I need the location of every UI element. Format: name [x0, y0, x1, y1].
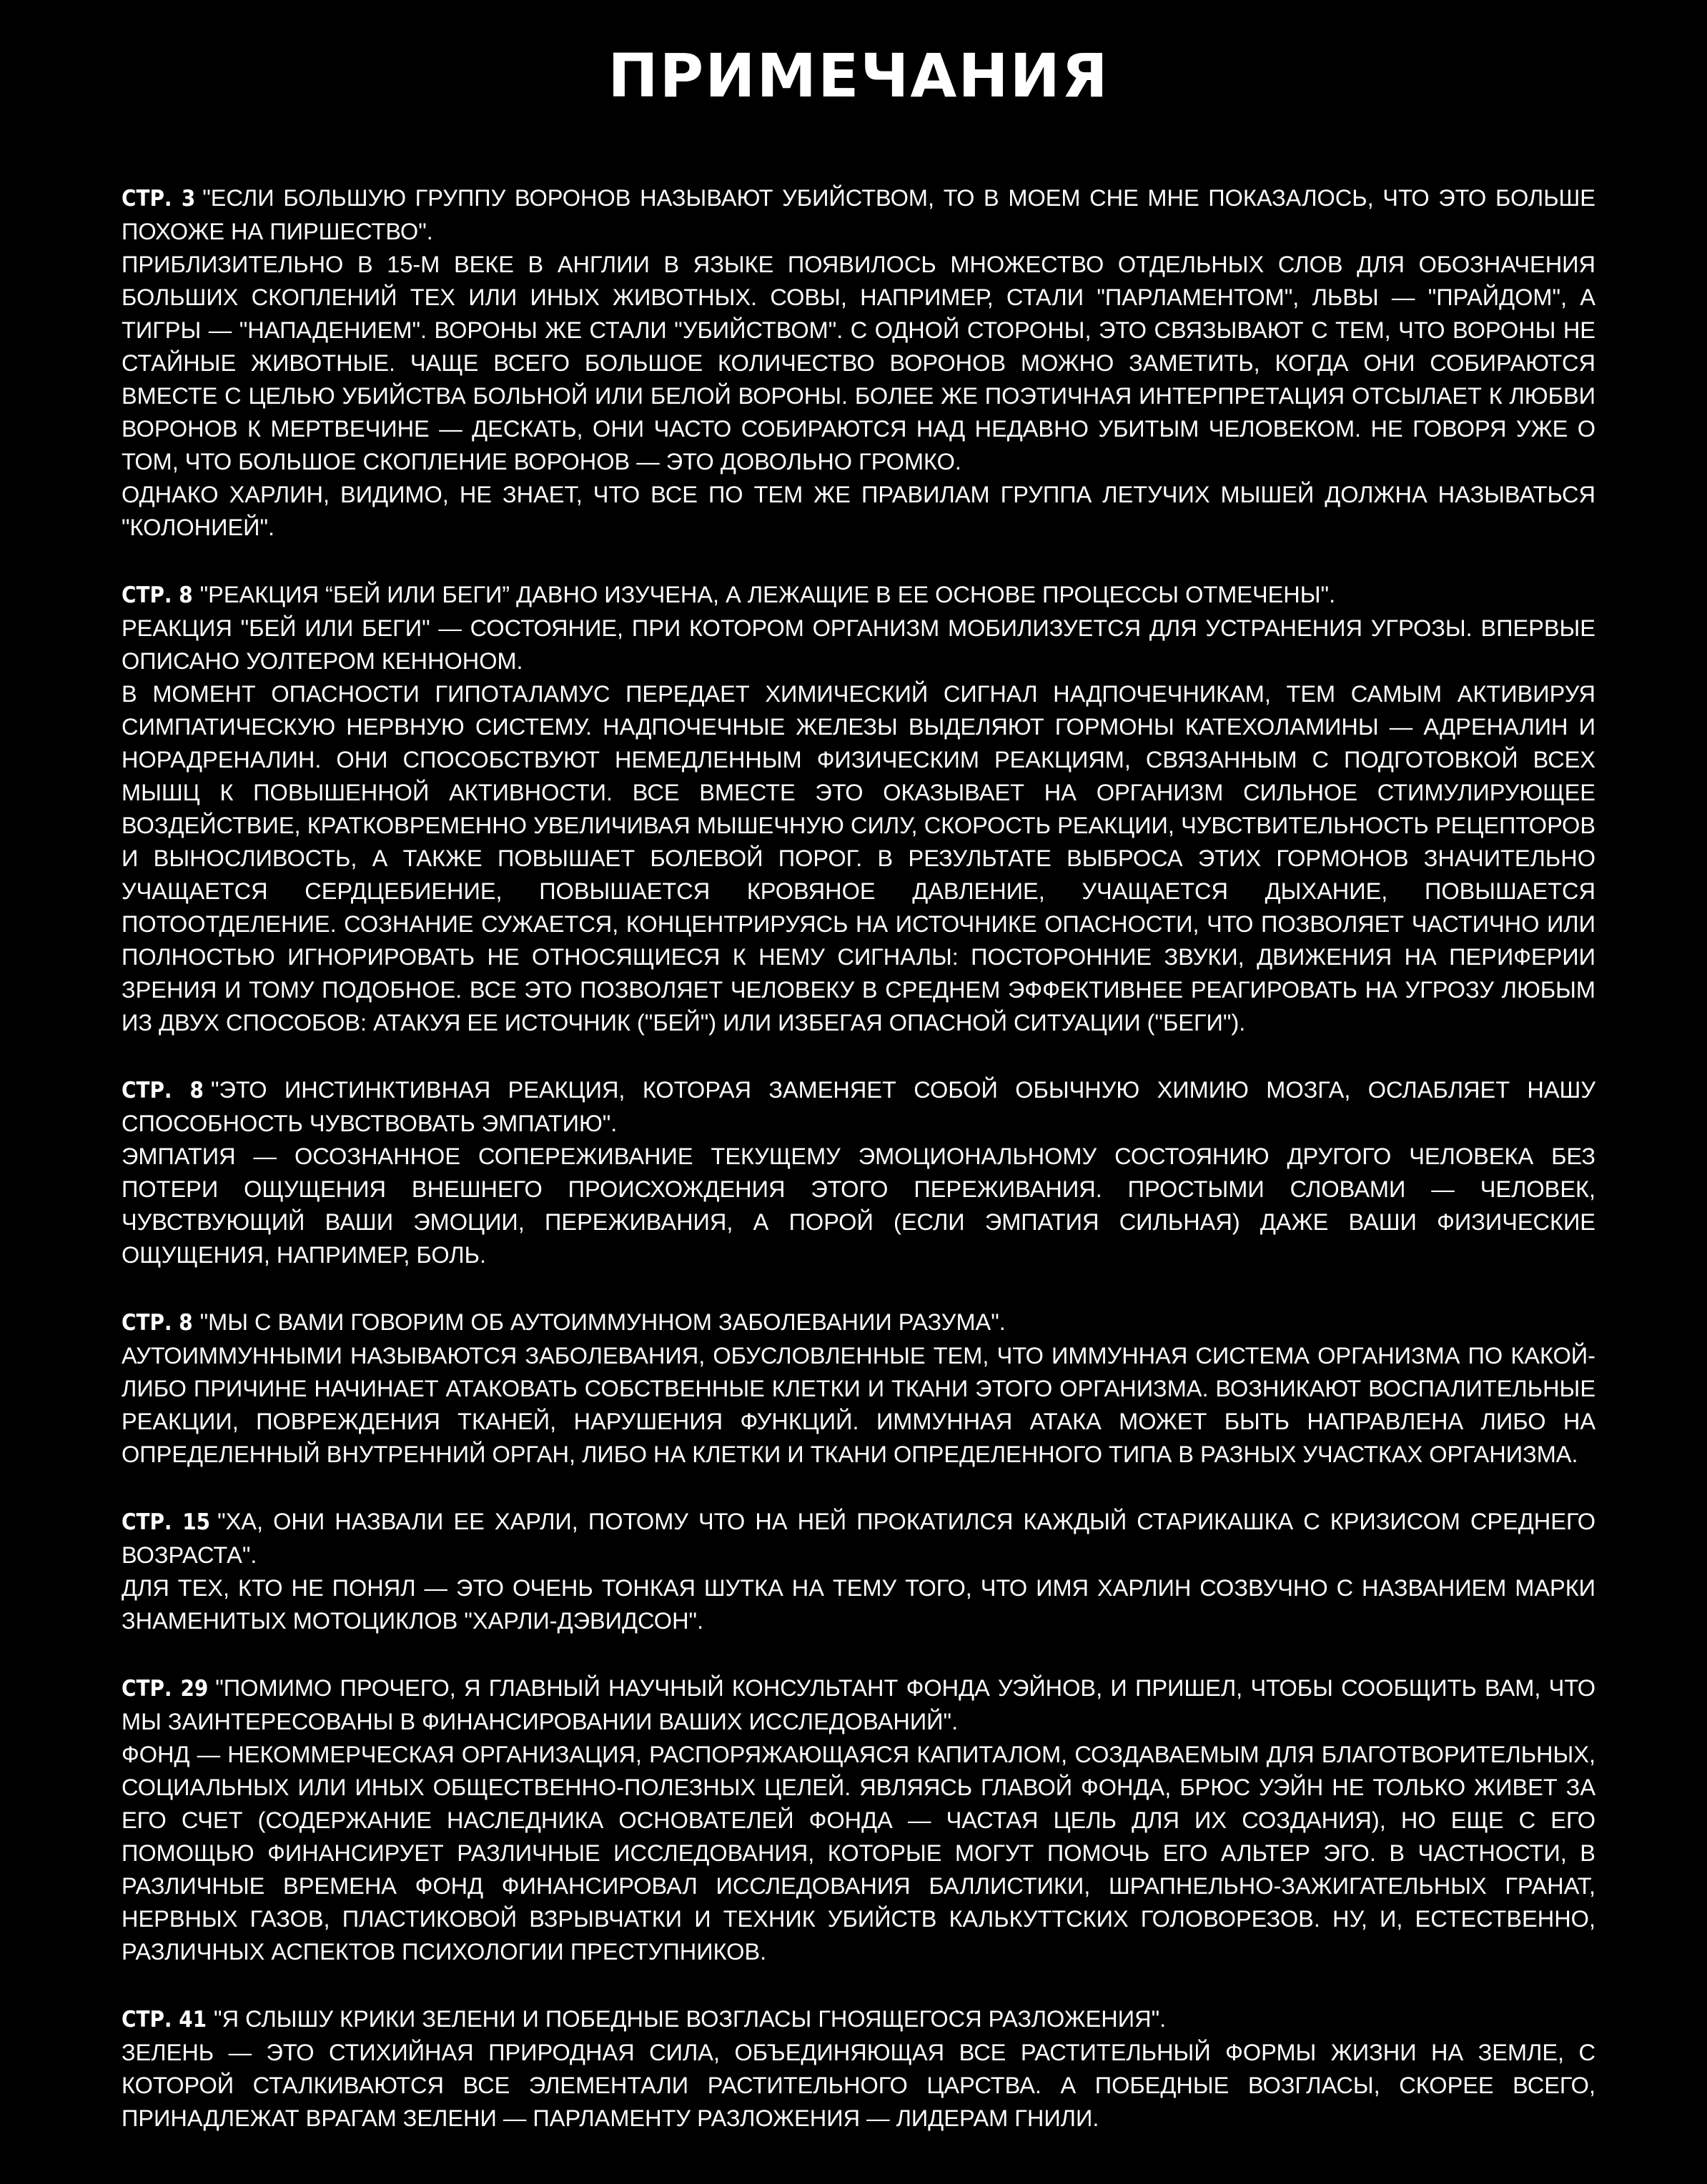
page-title: ПРИМЕЧАНИЯ: [608, 41, 1109, 111]
note-page-3: [122, 182, 1595, 544]
page-reference: СТР. 8: [122, 582, 193, 608]
note-paragraph: ФОНД — НЕКОММЕРЧЕСКАЯ ОРГАНИЗАЦИЯ, РАСПОРЯЖАЮЩАЯСЯ КАПИТАЛОМ, СОЗДАВАЕМЫМ ДЛЯ БЛАГОТВОРИТЕЛЬНЫХ, СОЦИАЛЬНЫХ ИЛИ ИНЫХ ОБЩЕСТВЕННО-ПОЛЕЗНЫХ ЦЕЛЕЙ. ЯВЛЯЯСЬ ГЛАВОЙ ФОНДА, БРЮС УЭЙН НЕ ТОЛЬКО ЖИВЕТ ЗА ЕГО СЧЕТ (СОДЕРЖАНИЕ НАСЛЕДНИКА ОСНОВАТЕЛЕЙ ФОНДА — ЧАСТАЯ ЦЕЛЬ ДЛЯ ИХ СОЗДАНИЯ), НО ЕЩЕ С ЕГО ПОМОЩЬЮ ФИНАНСИРУЕТ РАЗЛИЧНЫЕ ИССЛЕДОВАНИЯ, КОТОРЫЕ МОГУТ ПОМОЧЬ ЕГО АЛЬТЕР ЭГО. В ЧАСТНОСТИ, В РАЗЛИЧНЫЕ ВРЕМЕНА ФОНД ФИНАНСИРОВАЛ ИССЛЕДОВАНИЯ БАЛЛИСТИКИ, ШРАПНЕЛЬНО-ЗАЖИГАТЕЛЬНЫХ ГРАНАТ, НЕРВНЫХ ГАЗОВ, ПЛАСТИКОВОЙ ВЗРЫВЧАТКИ И ТЕХНИК УБИЙСТВ КАЛЬКУТТСКИХ ГОЛОВОРЕЗОВ. НУ, И, ЕСТЕСТВЕННО, РАЗЛИЧНЫХ АСПЕКТОВ ПСИХОЛОГИИ ПРЕСТУПНИКОВ.: [122, 1742, 1595, 1965]
note-quote: [122, 1505, 1595, 1572]
note-quote: [122, 1073, 1595, 1140]
note-quote: [122, 182, 1595, 248]
note-paragraph: ЭМПАТИЯ — ОСОЗНАННОЕ СОПЕРЕЖИВАНИЕ ТЕКУЩЕМУ ЭМОЦИОНАЛЬНОМУ СОСТОЯНИЮ ДРУГОГО ЧЕЛОВЕКА БЕЗ ПОТЕРИ ОЩУЩЕНИЯ ВНЕШНЕГО ПРОИСХОЖДЕНИЯ ЭТОГО ПЕРЕЖИВАНИЯ. ПРОСТЫМИ СЛОВАМИ — ЧЕЛОВЕК, ЧУВСТВУЮЩИЙ ВАШИ ЭМОЦИИ, ПЕРЕЖИВАНИЯ, А ПОРОЙ (ЕСЛИ ЭМПАТИЯ СИЛЬНАЯ) ДАЖЕ ВАШИ ФИЗИЧЕСКИЕ ОЩУЩЕНИЯ, НАПРИМЕР, БОЛЬ.: [122, 1143, 1595, 1268]
note-page-8-empathy: [122, 1073, 1595, 1271]
note-quote: [122, 578, 1595, 612]
note-page-41: [122, 2002, 1595, 2135]
note-page-8-fight-or-flight: [122, 578, 1595, 1039]
quote-text: "РЕАКЦИЯ “БЕЙ ИЛИ БЕГИ” ДАВНО ИЗУЧЕНА, А ЛЕЖАЩИЕ В ЕЕ ОСНОВЕ ПРОЦЕССЫ ОТМЕЧЕНЫ".: [199, 582, 1336, 607]
quote-text: "МЫ С ВАМИ ГОВОРИМ ОБ АУТОИММУННОМ ЗАБОЛЕВАНИИ РАЗУМА".: [199, 1309, 1006, 1335]
note-page-15: [122, 1505, 1595, 1637]
quote-text: "Я СЛЫШУ КРИКИ ЗЕЛЕНИ И ПОБЕДНЫЕ ВОЗГЛАСЫ ГНОЯЩЕГОСЯ РАЗЛОЖЕНИЯ".: [214, 2006, 1167, 2032]
note-quote: [122, 1306, 1595, 1339]
quote-text: "ЭТО ИНСТИНКТИВНАЯ РЕАКЦИЯ, КОТОРАЯ ЗАМЕНЯЕТ СОБОЙ ОБЫЧНУЮ ХИМИЮ МОЗГА, ОСЛАБЛЯЕТ НАШУ СПОСОБНОСТЬ ЧУВСТВОВАТЬ ЭМПАТИЮ".: [122, 1077, 1595, 1136]
page-reference: СТР. 8: [122, 1078, 204, 1103]
page-reference: СТР. 41: [122, 2007, 207, 2032]
quote-text: "ХА, ОНИ НАЗВАЛИ ЕЕ ХАРЛИ, ПОТОМУ ЧТО НА НЕЙ ПРОКАТИЛСЯ КАЖДЫЙ СТАРИКАШКА С КРИЗИСОМ СРЕДНЕГО ВОЗРАСТА".: [122, 1509, 1595, 1568]
note-paragraph: В МОМЕНТ ОПАСНОСТИ ГИПОТАЛАМУС ПЕРЕДАЕТ ХИМИЧЕСКИЙ СИГНАЛ НАДПОЧЕЧНИКАМ, ТЕМ САМЫМ АКТИВИРУЯ СИМПАТИЧЕСКУЮ НЕРВНУЮ СИСТЕМУ. НАДПОЧЕЧНЫЕ ЖЕЛЕЗЫ ВЫДЕЛЯЮТ ГОРМОНЫ КАТЕХОЛАМИНЫ — АДРЕНАЛИН И НОРАДРЕНАЛИН. ОНИ СПОСОБСТВУЮТ НЕМЕДЛЕННЫМ ФИЗИЧЕСКИМ РЕАКЦИЯМ, СВЯЗАННЫМ С ПОДГОТОВКОЙ ВСЕХ МЫШЦ К ПОВЫШЕННОЙ АКТИВНОСТИ. ВСЕ ВМЕСТЕ ЭТО ОКАЗЫВАЕТ НА ОРГАНИЗМ СИЛЬНОЕ СТИМУЛИРУЮЩЕЕ ВОЗДЕЙСТВИЕ, КРАТКОВРЕМЕННО УВЕЛИЧИВАЯ МЫШЕЧНУЮ СИЛУ, СКОРОСТЬ РЕАКЦИИ, ЧУВСТВИТЕЛЬНОСТЬ РЕЦЕПТОРОВ И ВЫНОСЛИВОСТЬ, А ТАКЖЕ ПОВЫШАЕТ БОЛЕВОЙ ПОРОГ. В РЕЗУЛЬТАТЕ ВЫБРОСА ЭТИХ ГОРМОНОВ ЗНАЧИТЕЛЬНО УЧАЩАЕТСЯ СЕРДЦЕБИЕНИЕ, ПОВЫШАЕТСЯ КРОВЯНОЕ ДАВЛЕНИЕ, УЧАЩАЕТСЯ ДЫХАНИЕ, ПОВЫШАЕТСЯ ПОТООТДЕЛЕНИЕ. СОЗНАНИЕ СУЖАЕТСЯ, КОНЦЕНТРИРУЯСЬ НА ИСТОЧНИКЕ ОПАСНОСТИ, ЧТО ПОЗВОЛЯЕТ ЧАСТИЧНО ИЛИ ПОЛНОСТЬЮ ИГНОРИРОВАТЬ НЕ ОТНОСЯЩИЕСЯ К НЕМУ СИГНАЛЫ: ПОСТОРОННИЕ ЗВУКИ, ДВИЖЕНИЯ НА ПЕРИФЕРИИ ЗРЕНИЯ И ТОМУ ПОДОБНОЕ. ВСЕ ЭТО ПОЗВОЛЯЕТ ЧЕЛОВЕКУ В СРЕДНЕМ ЭФФЕКТИВНЕЕ РЕАГИРОВАТЬ НА УГРОЗУ ЛЮБЫМ ИЗ ДВУХ СПОСОБОВ: АТАКУЯ ЕЕ ИСТОЧНИК ("БЕЙ") ИЛИ ИЗБЕГАЯ ОПАСНОЙ СИТУАЦИИ ("БЕГИ").: [122, 681, 1595, 1036]
quote-text: "ЕСЛИ БОЛЬШУЮ ГРУППУ ВОРОНОВ НАЗЫВАЮТ УБИЙСТВОМ, ТО В МОЕМ СНЕ МНЕ ПОКАЗАЛОСЬ, ЧТО ЭТО БОЛЬШЕ ПОХОЖЕ НА ПИРШЕСТВО".: [122, 185, 1595, 244]
note-page-8-autoimmune: [122, 1306, 1595, 1471]
note-paragraph: ДЛЯ ТЕХ, КТО НЕ ПОНЯЛ — ЭТО ОЧЕНЬ ТОНКАЯ ШУТКА НА ТЕМУ ТОГО, ЧТО ИМЯ ХАРЛИН СОЗВУЧНО С НАЗВАНИЕМ МАРКИ ЗНАМЕНИТЫХ МОТОЦИКЛОВ "ХАРЛИ-ДЭВИДСОН".: [122, 1575, 1595, 1634]
note-paragraph: ПРИБЛИЗИТЕЛЬНО В 15-М ВЕКЕ В АНГЛИИ В ЯЗЫКЕ ПОЯВИЛОСЬ МНОЖЕСТВО ОТДЕЛЬНЫХ СЛОВ ДЛЯ ОБОЗНАЧЕНИЯ БОЛЬШИХ СКОПЛЕНИЙ ТЕХ ИЛИ ИНЫХ ЖИВОТНЫХ. СОВЫ, НАПРИМЕР, СТАЛИ "ПАРЛАМЕНТОМ", ЛЬВЫ — "ПРАЙДОМ", А ТИГРЫ — "НАПАДЕНИЕМ". ВОРОНЫ ЖЕ СТАЛИ "УБИЙСТВОМ". С ОДНОЙ СТОРОНЫ, ЭТО СВЯЗЫВАЮТ С ТЕМ, ЧТО ВОРОНЫ НЕ СТАЙНЫЕ ЖИВОТНЫЕ. ЧАЩЕ ВСЕГО БОЛЬШОЕ КОЛИЧЕСТВО ВОРОНОВ МОЖНО ЗАМЕТИТЬ, КОГДА ОНИ СОБИРАЮТСЯ ВМЕСТЕ С ЦЕЛЬЮ УБИЙСТВА БОЛЬНОЙ ИЛИ БЕЛОЙ ВОРОНЫ. БОЛЕЕ ЖЕ ПОЭТИЧНАЯ ИНТЕРПРЕТАЦИЯ ОТСЫЛАЕТ К ЛЮБВИ ВОРОНОВ К МЕРТВЕЧИНЕ — ДЕСКАТЬ, ОНИ ЧАСТО СОБИРАЮТСЯ НАД НЕДАВНО УБИТЫМ ЧЕЛОВЕКОМ. НЕ ГОВОРЯ УЖЕ О ТОМ, ЧТО БОЛЬШОЕ СКОПЛЕНИЕ ВОРОНОВ — ЭТО ДОВОЛЬНО ГРОМКО.: [122, 252, 1595, 475]
note-quote: [122, 2002, 1595, 2036]
quote-text: "ПОМИМО ПРОЧЕГО, Я ГЛАВНЫЙ НАУЧНЫЙ КОНСУЛЬТАНТ ФОНДА УЭЙНОВ, И ПРИШЕЛ, ЧТОБЫ СООБЩИТЬ ВАМ, ЧТО МЫ ЗАИНТЕРЕСОВАНЫ В ФИНАНСИРОВАНИИ ВАШИХ ИССЛЕДОВАНИЙ".: [122, 1675, 1595, 1734]
page-reference: СТР. 29: [122, 1676, 209, 1702]
page-reference: СТР. 8: [122, 1310, 193, 1336]
note-paragraph: ОДНАКО ХАРЛИН, ВИДИМО, НЕ ЗНАЕТ, ЧТО ВСЕ ПО ТЕМ ЖЕ ПРАВИЛАМ ГРУППА ЛЕТУЧИХ МЫШЕЙ ДОЛЖНА НАЗЫВАТЬСЯ "КОЛОНИЕЙ".: [122, 482, 1595, 540]
note-page-29: [122, 1672, 1595, 1968]
note-quote: [122, 1672, 1595, 1738]
note-paragraph: ЗЕЛЕНЬ — ЭТО СТИХИЙНАЯ ПРИРОДНАЯ СИЛА, ОБЪЕДИНЯЮЩАЯ ВСЕ РАСТИТЕЛЬНЫЙ ФОРМЫ ЖИЗНИ НА ЗЕМЛЕ, С КОТОРОЙ СТАЛКИВАЮТСЯ ВСЕ ЭЛЕМЕНТАЛИ РАСТИТЕЛЬНОГО ЦАРСТВА. А ПОБЕДНЫЕ ВОЗГЛАСЫ, СКОРЕЕ ВСЕГО, ПРИНАДЛЕЖАТ ВРАГАМ ЗЕЛЕНИ — ПАРЛАМЕНТУ РАЗЛОЖЕНИЯ — ЛИДЕРАМ ГНИЛИ.: [122, 2040, 1595, 2131]
page-reference: СТР. 15: [122, 1509, 211, 1535]
note-paragraph: РЕАКЦИЯ "БЕЙ ИЛИ БЕГИ" — СОСТОЯНИЕ, ПРИ КОТОРОМ ОРГАНИЗМ МОБИЛИЗУЕТСЯ ДЛЯ УСТРАНЕНИЯ УГРОЗЫ. ВПЕРВЫЕ ОПИСАНО УОЛТЕРОМ КЕННОНОМ.: [122, 615, 1595, 674]
page-reference: СТР. 3: [122, 186, 196, 212]
note-paragraph: АУТОИММУННЫМИ НАЗЫВАЮТСЯ ЗАБОЛЕВАНИЯ, ОБУСЛОВЛЕННЫЕ ТЕМ, ЧТО ИММУННАЯ СИСТЕМА ОРГАНИЗМА ПО КАКОЙ-ЛИБО ПРИЧИНЕ НАЧИНАЕТ АТАКОВАТЬ СОБСТВЕННЫЕ КЛЕТКИ И ТКАНИ ЭТОГО ОРГАНИЗМА. ВОЗНИКАЮТ ВОСПАЛИТЕЛЬНЫЕ РЕАКЦИИ, ПОВРЕЖДЕНИЯ ТКАНЕЙ, НАРУШЕНИЯ ФУНКЦИЙ. ИММУННАЯ АТАКА МОЖЕТ БЫТЬ НАПРАВЛЕНА ЛИБО НА ОПРЕДЕЛЕННЫЙ ВНУТРЕННИЙ ОРГАН, ЛИБО НА КЛЕТКИ И ТКАНИ ОПРЕДЕЛЕННОГО ТИПА В РАЗНЫХ УЧАСТКАХ ОРГАНИЗМА.: [122, 1343, 1595, 1467]
